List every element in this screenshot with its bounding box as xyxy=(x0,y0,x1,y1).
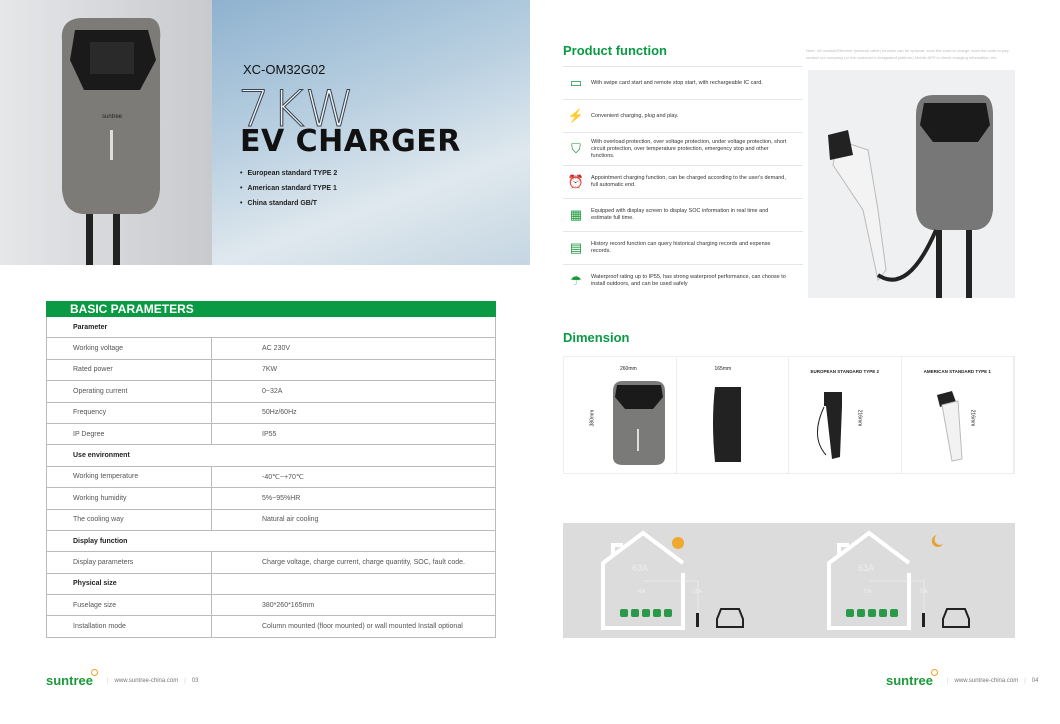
moon-icon xyxy=(932,535,943,547)
depth-label: 165mm xyxy=(714,366,732,372)
charging-post-icon xyxy=(922,613,925,627)
table-row xyxy=(46,552,496,573)
monitor-icon: ▦ xyxy=(569,207,583,222)
dimension-panel xyxy=(563,356,1015,474)
function-text: Waterproof rating up to IP55, has strong waterproof performance, can choose to install outdoors, and can be used safely xyxy=(591,274,786,287)
suntree-logo: suntree xyxy=(46,673,93,688)
alarm-clock-icon: ⏰ xyxy=(567,174,585,189)
night-scenario xyxy=(789,523,1015,638)
width-label: 260mm xyxy=(620,366,637,372)
model-number: XC-OM32G02 xyxy=(243,62,326,77)
table-row xyxy=(46,616,496,637)
table-row xyxy=(46,338,496,359)
param-name: Working humidity xyxy=(47,488,212,508)
table-row xyxy=(46,510,496,531)
function-item xyxy=(563,264,803,297)
side-view xyxy=(677,357,790,473)
front-view xyxy=(564,357,677,473)
table-row xyxy=(46,595,496,616)
main-current: 63A xyxy=(632,563,649,573)
standard-item: • European standard TYPE 2 xyxy=(240,170,337,177)
appliance-icon xyxy=(620,609,628,617)
function-text: Equipped with display screen to display SOC information in real time and estimate full time. xyxy=(591,208,769,221)
dimension-title: Dimension xyxy=(563,330,630,345)
plug-icon: ⚡ xyxy=(567,108,585,123)
footer-url[interactable]: www.suntree-china.com xyxy=(954,677,1019,684)
table-row xyxy=(46,574,496,595)
param-name: Use environment xyxy=(73,452,130,460)
day-scenario xyxy=(563,523,789,638)
car-icon xyxy=(943,609,969,627)
param-name: The cooling way xyxy=(47,510,212,530)
appliance-icon xyxy=(846,609,854,617)
table-row xyxy=(46,531,496,552)
appliance-icon xyxy=(653,609,661,617)
param-name: Display function xyxy=(73,537,128,545)
us-plug-view xyxy=(902,357,1015,473)
table-row xyxy=(46,445,496,466)
footer-url[interactable]: www.suntree-china.com xyxy=(114,677,179,684)
wall-charger-image xyxy=(0,0,212,265)
appliance-icon xyxy=(642,609,650,617)
function-item xyxy=(563,132,803,165)
calendar-clock-icon: ▤ xyxy=(569,240,583,255)
hero-charger-photo xyxy=(0,0,212,265)
function-item xyxy=(563,165,803,198)
function-text: History record function can query historical charging records and expense records. xyxy=(591,241,771,254)
table-title: BASIC PARAMETERS xyxy=(46,301,496,317)
function-note: Note: 4G module/Ethernet (network cable) function can be optional, scan the code to charge; scan the code to pay; contact our company (or the customer's designated platform) Mobile APP to check charging information, etc. xyxy=(806,48,1010,60)
car-icon xyxy=(717,609,743,627)
table-row xyxy=(46,317,496,338)
table-row xyxy=(46,381,496,402)
footer-left: suntree | www.suntree-china.com | 03 xyxy=(46,673,199,688)
eu-plug-label: EUROPEAN STANDARD TYPE 2 xyxy=(810,369,879,374)
function-item xyxy=(563,198,803,231)
charger-with-plug-image xyxy=(808,70,1015,298)
house-current: 48A xyxy=(637,589,646,595)
function-item xyxy=(563,231,803,264)
hero-title: EV CHARGER xyxy=(240,124,461,159)
plug-height-label: 216mm xyxy=(856,409,863,427)
power-rating: 7KW xyxy=(238,80,357,138)
param-value: AC 230V xyxy=(262,345,291,353)
param-value: 0~32A xyxy=(262,387,283,395)
param-value: 7KW xyxy=(262,366,278,374)
umbrella-icon: ☂ xyxy=(570,273,582,288)
page-number: 03 xyxy=(191,677,199,684)
appliance-icon xyxy=(664,609,672,617)
charging-post-icon xyxy=(696,613,699,627)
param-value: IP55 xyxy=(262,430,277,438)
param-name: Display parameters xyxy=(47,552,212,572)
table-row xyxy=(46,467,496,488)
basic-parameters-table xyxy=(46,301,496,638)
standard-item: • American standard TYPE 1 xyxy=(240,185,337,192)
eu-plug-view xyxy=(789,357,902,473)
param-value: Column mounted (floor mounted) or wall mounted Install optional xyxy=(262,623,463,631)
card-icon: ▭ xyxy=(569,75,583,90)
param-name: Fuselage size xyxy=(47,595,212,615)
load-balancing-diagram xyxy=(563,523,1015,638)
param-value: Charge voltage, charge current, charge quantity, SOC, fault code. xyxy=(262,558,465,566)
appliance-icon xyxy=(890,609,898,617)
main-current: 63A xyxy=(858,563,875,573)
param-name: Physical size xyxy=(47,574,212,594)
table-row xyxy=(46,424,496,445)
standard-item: • China standard GB/T xyxy=(240,200,317,207)
param-name: Working voltage xyxy=(47,338,212,358)
param-value: 50Hz/60Hz xyxy=(262,409,297,417)
table-row xyxy=(46,403,496,424)
shield-icon: ⛉ xyxy=(571,141,581,156)
charger-current: 15A xyxy=(693,589,702,595)
house-current: 31A xyxy=(863,589,872,595)
table-row xyxy=(46,360,496,381)
param-name: Parameter xyxy=(73,323,108,331)
param-value: Natural air cooling xyxy=(262,516,319,524)
sun-icon xyxy=(672,537,684,549)
charger-current: 32A xyxy=(919,589,928,595)
function-text: With swipe card start and remote stop start, with rechargeable IC card. xyxy=(591,79,763,86)
product-function-title: Product function xyxy=(563,43,667,58)
page-number: 04 xyxy=(1031,677,1039,684)
height-label: 380mm xyxy=(589,409,596,427)
footer-right: suntree | www.suntree-china.com | 04 xyxy=(886,673,1039,688)
appliance-icon xyxy=(857,609,865,617)
param-name: Working temperature xyxy=(47,467,212,487)
param-name: Frequency xyxy=(47,403,212,423)
param-name: Installation mode xyxy=(47,616,212,636)
function-text: With overload protection, over voltage protection, under voltage protection, short circuit protection, over temperature protection, emergency stop and other functions. xyxy=(591,138,787,159)
appliance-icon xyxy=(868,609,876,617)
us-plug-label: AMERICAN STANDARD TYPE 1 xyxy=(923,369,991,374)
function-item xyxy=(563,66,803,99)
function-text: Convenient charging, plug and play. xyxy=(591,112,679,119)
param-name: Operating current xyxy=(47,381,212,401)
param-name: IP Degree xyxy=(47,424,212,444)
appliance-icon xyxy=(879,609,887,617)
table-row xyxy=(46,488,496,509)
param-value: 380*260*165mm xyxy=(262,601,315,609)
param-value: -40℃~+70℃ xyxy=(262,473,304,481)
param-name: Rated power xyxy=(47,360,212,380)
param-value: 5%~95%HR xyxy=(262,494,301,502)
suntree-logo: suntree xyxy=(886,673,933,688)
svg-text:suntree: suntree xyxy=(102,114,123,120)
function-item xyxy=(563,99,803,132)
appliance-icon xyxy=(631,609,639,617)
plug-height-label: 216mm xyxy=(968,409,975,427)
function-text: Appointment charging function, can be charged according to the user's demand, full automatic end. xyxy=(591,175,786,188)
